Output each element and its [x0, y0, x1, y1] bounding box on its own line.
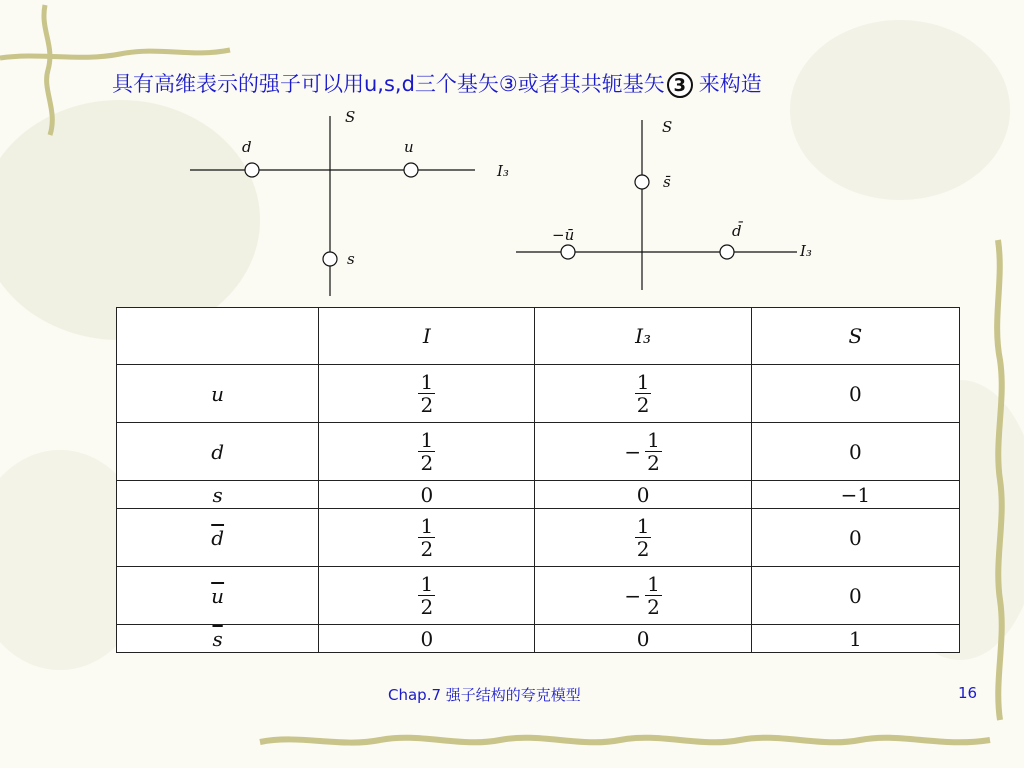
- antiquark-symbol: $\overline{u}$: [211, 583, 225, 608]
- table-row: [117, 365, 960, 423]
- isospin-third-cell: [535, 509, 751, 567]
- isospin-third-cell: [535, 365, 751, 423]
- table-header-row: [117, 308, 960, 365]
- label-d: d: [242, 138, 252, 156]
- fraction: [645, 429, 662, 474]
- page-number: 16: [958, 684, 978, 702]
- header-cell-s: S: [751, 308, 959, 365]
- quark-symbol: d: [211, 439, 225, 464]
- table-row: [117, 509, 960, 567]
- table-row: [117, 625, 960, 653]
- header-cell-i3: I₃: [535, 308, 751, 365]
- title-text-end: 来构造: [698, 72, 762, 96]
- table-row: [117, 567, 960, 625]
- fraction-numerator: 1: [636, 370, 650, 394]
- quark-triplet-diagram: [185, 108, 530, 298]
- axis-label-i3: I₃: [800, 242, 812, 260]
- minus-sign: −: [624, 583, 642, 608]
- point-u: [404, 163, 418, 177]
- fraction: [418, 429, 435, 474]
- point-s-bar: [635, 175, 649, 189]
- antiquark-triplet-diagram: [512, 112, 842, 292]
- strangeness-cell: 0: [751, 423, 959, 481]
- strangeness-cell: 0: [751, 509, 959, 567]
- fraction: [635, 515, 652, 560]
- strangeness-cell: 0: [751, 365, 959, 423]
- quark-name-cell: [117, 509, 319, 567]
- circled-three-symbol: 3: [667, 72, 693, 98]
- quark-name-cell: [117, 481, 319, 509]
- label-d-bar: d̄: [732, 222, 742, 240]
- slide-title: [112, 68, 762, 98]
- table-row: [117, 481, 960, 509]
- label-s: s: [347, 250, 355, 268]
- quark-name-cell: [117, 423, 319, 481]
- isospin-cell: [319, 567, 535, 625]
- fraction-denominator: 2: [636, 393, 650, 417]
- fraction-denominator: 2: [420, 393, 434, 417]
- antiquark-symbol: $\overline{d}$: [211, 525, 225, 550]
- point-s: [323, 252, 337, 266]
- quantum-number-table: [116, 307, 960, 653]
- fraction: [635, 371, 652, 416]
- isospin-third-cell: 0: [535, 625, 751, 653]
- isospin-cell: [319, 365, 535, 423]
- fraction-denominator: 2: [420, 537, 434, 561]
- quark-symbol: u: [211, 381, 225, 406]
- fraction-denominator: 2: [420, 451, 434, 475]
- quark-name-cell: [117, 365, 319, 423]
- isospin-cell: [319, 509, 535, 567]
- minus-sign: −: [624, 439, 642, 464]
- fraction: [645, 573, 662, 618]
- fraction: [418, 371, 435, 416]
- point-u-bar: [561, 245, 575, 259]
- fraction-denominator: 2: [636, 537, 650, 561]
- fraction: [418, 515, 435, 560]
- header-cell-i: I: [319, 308, 535, 365]
- isospin-third-cell: [535, 423, 751, 481]
- fraction-numerator: 1: [647, 428, 660, 452]
- isospin-third-cell: 0: [535, 481, 751, 509]
- quark-name-cell: [117, 625, 319, 653]
- isospin-cell: 0: [319, 625, 535, 653]
- fraction-numerator: 1: [420, 370, 434, 394]
- quark-name-cell: [117, 567, 319, 625]
- header-cell-empty: [117, 308, 319, 365]
- label-u: u: [404, 138, 414, 156]
- point-d-bar: [720, 245, 734, 259]
- label-u-bar: −ū: [552, 226, 575, 244]
- quark-symbol: s: [212, 482, 223, 507]
- table-row: [117, 423, 960, 481]
- fraction: [418, 573, 435, 618]
- label-s-bar: s̄: [663, 173, 671, 191]
- fraction-numerator: 1: [647, 572, 660, 596]
- point-d: [245, 163, 259, 177]
- antiquark-symbol: $\overline{s}$: [212, 626, 223, 651]
- strangeness-cell: −1: [751, 481, 959, 509]
- strangeness-cell: 0: [751, 567, 959, 625]
- isospin-third-cell: [535, 567, 751, 625]
- axis-label-i3: I₃: [497, 162, 509, 180]
- fraction-denominator: 2: [647, 595, 660, 619]
- isospin-cell: [319, 423, 535, 481]
- fraction-denominator: 2: [420, 595, 434, 619]
- footer-chapter-title: Chap.7 强子结构的夸克模型: [388, 686, 581, 704]
- strangeness-cell: 1: [751, 625, 959, 653]
- fraction-numerator: 1: [636, 514, 650, 538]
- isospin-cell: 0: [319, 481, 535, 509]
- axis-label-s: S: [662, 118, 673, 136]
- fraction-denominator: 2: [647, 451, 660, 475]
- title-text: 具有高维表示的强子可以用u,s,d三个基矢③或者其共轭基矢: [112, 72, 665, 96]
- fraction-numerator: 1: [420, 514, 434, 538]
- fraction-numerator: 1: [420, 428, 434, 452]
- fraction-numerator: 1: [420, 572, 434, 596]
- axis-label-s: S: [345, 108, 356, 126]
